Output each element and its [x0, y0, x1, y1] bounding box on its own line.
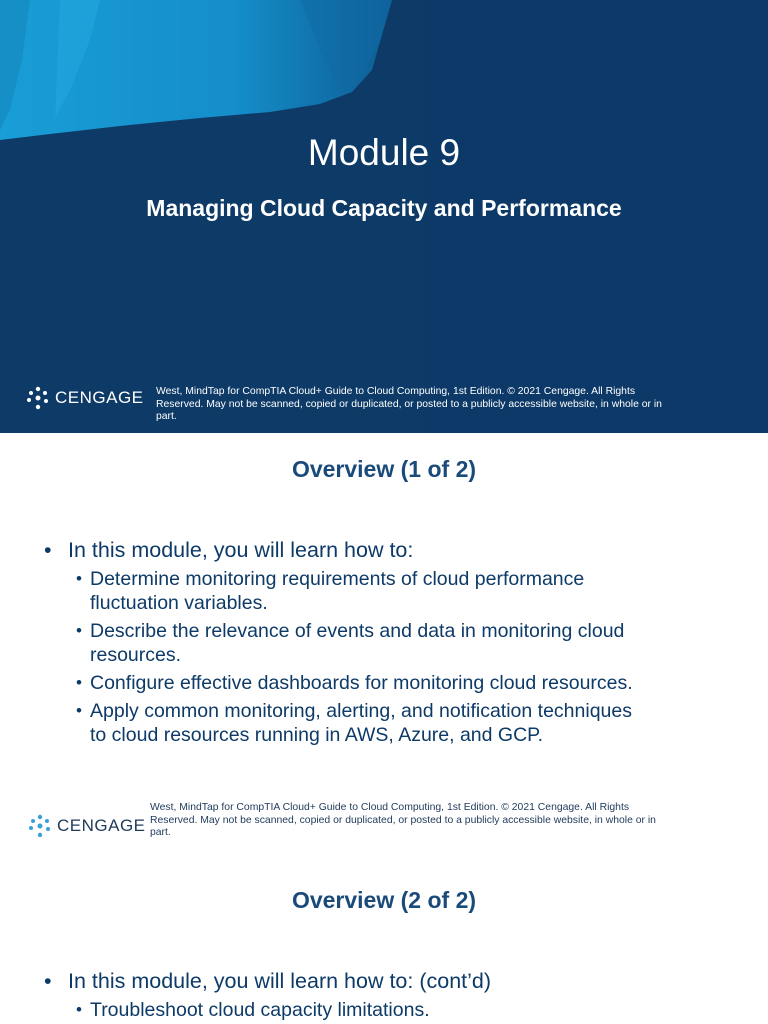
- list-item: • Determine monitoring requirements of cloud performance fluctuation variables.: [0, 567, 730, 615]
- title-slide: [0, 0, 768, 433]
- slide-title: Overview (2 of 2): [291, 887, 477, 913]
- cengage-logo: [28, 814, 146, 838]
- list-item: • Troubleshoot cloud capacity limitations.: [0, 998, 730, 1022]
- slide-footer: [26, 386, 746, 422]
- slide-title: Overview (1 of 2): [291, 456, 477, 482]
- copyright-notice: West, MindTap for CompTIA Cloud+ Guide to Cloud Computing, 1st Edition. © 2021 Cengage. All Rights Reserved. May not be scanned, copied or duplicated, or posted to a publicly accessible website, in whole or in part.: [156, 386, 662, 422]
- overview-slide-1: [0, 433, 768, 865]
- list-item: • Configure effective dashboards for monitoring cloud resources.: [0, 671, 730, 695]
- module-title: Module 9: [307, 132, 461, 173]
- cengage-logo-text: CENGAGE: [57, 816, 146, 835]
- bullet-list: [0, 538, 768, 747]
- slide-footer: [28, 802, 748, 838]
- list-item-intro: • In this module, you will learn how to:: [0, 538, 768, 563]
- list-item: • Describe the relevance of events and data in monitoring cloud resources.: [0, 619, 730, 667]
- cengage-dots-icon: [26, 386, 50, 410]
- module-subtitle: Managing Cloud Capacity and Performance: [146, 195, 622, 221]
- overview-slide-2: [0, 865, 768, 1024]
- list-item: • Apply common monitoring, alerting, and notification techniques to cloud resources running in AWS, Azure, and GCP.: [0, 699, 730, 747]
- cengage-logo-text: CENGAGE: [55, 388, 144, 407]
- cengage-logo: [26, 386, 144, 410]
- list-item-intro: • In this module, you will learn how to: (cont’d): [0, 969, 768, 994]
- bullet-list: [0, 969, 768, 1022]
- cengage-dots-icon: [28, 814, 52, 838]
- copyright-notice: West, MindTap for CompTIA Cloud+ Guide to Cloud Computing, 1st Edition. © 2021 Cengage. All Rights Reserved. May not be scanned, copied or duplicated, or posted to a publicly accessible website, in whole or in part.: [150, 802, 656, 838]
